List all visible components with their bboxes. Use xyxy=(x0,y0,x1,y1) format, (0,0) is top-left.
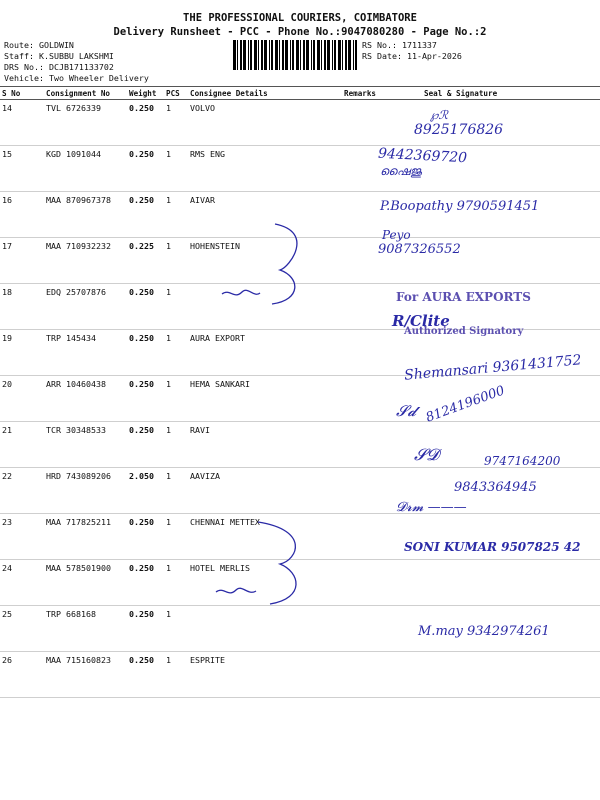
barcode-bar xyxy=(321,40,322,70)
cell-remarks xyxy=(342,376,398,422)
signature-row-14: ℘ℛ xyxy=(430,108,448,122)
page-title: THE PROFESSIONAL COURIERS, COIMBATORE xyxy=(183,12,417,24)
barcode-bar xyxy=(282,40,284,70)
cell-remarks xyxy=(342,422,398,468)
cell-weight: 0.250 xyxy=(127,100,164,146)
cell-pcs: 1 xyxy=(164,468,188,514)
cell-sno: 16 xyxy=(0,192,44,238)
cell-consignment: TRP 668168 xyxy=(44,606,127,652)
cell-consignment: MAA 710932232 xyxy=(44,238,127,284)
cell-weight: 0.250 xyxy=(127,560,164,606)
cell-sno: 15 xyxy=(0,146,44,192)
cell-pcs: 1 xyxy=(164,100,188,146)
barcode-bar xyxy=(258,40,259,70)
signature-row-19: R/Clite xyxy=(392,312,450,330)
cell-pcs: 1 xyxy=(164,238,188,284)
barcode-bar xyxy=(285,40,288,70)
cell-weight: 0.250 xyxy=(127,514,164,560)
barcode-bar xyxy=(306,40,309,70)
signature-row-21: 𝓢𝓭 xyxy=(396,402,417,420)
cell-consignment: MAA 717825211 xyxy=(44,514,127,560)
cell-pcs: 1 xyxy=(164,192,188,238)
vehicle-label: Vehicle: Two Wheeler Delivery xyxy=(4,73,149,83)
table-row xyxy=(0,146,600,192)
table-row xyxy=(0,376,600,422)
barcode-bar xyxy=(240,40,242,70)
cell-consignment: TCR 30348533 xyxy=(44,422,127,468)
cell-remarks xyxy=(342,560,398,606)
cell-weight: 0.250 xyxy=(127,652,164,698)
handwritten-phone-row-17: 9087326552 xyxy=(378,242,461,257)
cell-consignee: RAVI xyxy=(188,422,342,468)
cell-remarks xyxy=(342,606,398,652)
barcode-bar xyxy=(261,40,263,70)
cell-pcs: 1 xyxy=(164,606,188,652)
column-header: Consignee Details xyxy=(188,87,342,100)
cell-remarks xyxy=(342,100,398,146)
column-header: Seal & Signature xyxy=(398,87,600,100)
cell-pcs: 1 xyxy=(164,376,188,422)
cell-consignment: HRD 743089206 xyxy=(44,468,127,514)
barcode-bar xyxy=(313,40,315,70)
cell-weight: 0.225 xyxy=(127,238,164,284)
cell-consignee: HEMA SANKARI xyxy=(188,376,342,422)
cell-remarks xyxy=(342,284,398,330)
scribble-mark-24-25 xyxy=(210,518,310,610)
cell-weight: 0.250 xyxy=(127,284,164,330)
cell-sno: 21 xyxy=(0,422,44,468)
cell-sno: 20 xyxy=(0,376,44,422)
barcode-bar xyxy=(355,40,357,70)
barcode-bar xyxy=(334,40,336,70)
cell-sno: 22 xyxy=(0,468,44,514)
staff-label: Staff: K.SUBBU LAKSHMI xyxy=(4,51,114,61)
barcode-bar xyxy=(324,40,326,70)
cell-remarks xyxy=(342,514,398,560)
barcode-bar xyxy=(338,40,341,70)
cell-consignment: KGD 1091044 xyxy=(44,146,127,192)
handwritten-name-row-17: Peyo xyxy=(382,228,411,242)
handwritten-signature-row-20: Shemansari 9361431752 xyxy=(403,352,583,384)
cell-consignment: TRP 145434 xyxy=(44,330,127,376)
barcode-bar xyxy=(353,40,354,70)
cell-pcs: 1 xyxy=(164,514,188,560)
cell-consignee: ESPRITE xyxy=(188,652,342,698)
barcode-bar xyxy=(296,40,299,70)
cell-consignee: HOTEL MERLIS xyxy=(188,560,342,606)
cell-consignment: TVL 6726339 xyxy=(44,100,127,146)
cell-seal-signature xyxy=(398,560,600,606)
barcode-bar xyxy=(311,40,312,70)
cell-consignee: VOLVO xyxy=(188,100,342,146)
cell-consignment: ARR 10460438 xyxy=(44,376,127,422)
cell-weight: 0.250 xyxy=(127,422,164,468)
handwritten-name-row-15: ഷൈജു xyxy=(380,164,422,178)
column-header: S No xyxy=(0,87,44,100)
cell-pcs: 1 xyxy=(164,560,188,606)
cell-weight: 0.250 xyxy=(127,606,164,652)
cell-sno: 18 xyxy=(0,284,44,330)
column-header: PCS xyxy=(164,87,188,100)
barcode-bar xyxy=(292,40,294,70)
column-header: Remarks xyxy=(342,87,398,100)
cell-sno: 26 xyxy=(0,652,44,698)
signature-row-22: 𝓢𝓓 xyxy=(414,445,439,464)
signature-row-23: 𝓓𝓻𝓶 ——— xyxy=(396,500,467,515)
barcode-bar xyxy=(303,40,305,70)
drs-number: DRS No.: DCJB171133702 xyxy=(4,62,114,72)
handwritten-signature-row-16: P.Boopathy 9790591451 xyxy=(380,199,540,214)
cell-sno: 14 xyxy=(0,100,44,146)
barcode-bar xyxy=(254,40,257,70)
barcode-bar xyxy=(275,40,278,70)
barcode-bar xyxy=(237,40,238,70)
cell-pcs: 1 xyxy=(164,146,188,192)
barcode-bar xyxy=(269,40,270,70)
cell-sno: 19 xyxy=(0,330,44,376)
cell-consignee: RMS ENG xyxy=(188,146,342,192)
barcode-bar xyxy=(279,40,280,70)
cell-remarks xyxy=(342,468,398,514)
cell-sno: 25 xyxy=(0,606,44,652)
cell-consignee: AAVIZA xyxy=(188,468,342,514)
cell-consignment: EDQ 25707876 xyxy=(44,284,127,330)
barcode-bar xyxy=(243,40,246,70)
cell-weight: 2.050 xyxy=(127,468,164,514)
cell-pcs: 1 xyxy=(164,284,188,330)
cell-consignee xyxy=(188,606,342,652)
cell-weight: 0.250 xyxy=(127,146,164,192)
cell-remarks xyxy=(342,330,398,376)
cell-remarks xyxy=(342,652,398,698)
barcode-bar xyxy=(233,40,236,70)
rs-number: RS No.: 1711337 xyxy=(362,40,437,50)
cell-consignee: AURA EXPORT xyxy=(188,330,342,376)
column-header: Weight xyxy=(127,87,164,100)
scribble-mark-17-18 xyxy=(220,222,310,312)
barcode-bar xyxy=(264,40,267,70)
column-header: Consignment No xyxy=(44,87,127,100)
cell-pcs: 1 xyxy=(164,330,188,376)
handwritten-phone-row-15: 9442369720 xyxy=(377,145,468,167)
barcode-bar xyxy=(345,40,347,70)
handwritten-phone-row-14: 8925176826 xyxy=(414,122,504,138)
barcode-bar xyxy=(332,40,333,70)
barcode-bar xyxy=(248,40,249,70)
cell-consignee: HOHENSTEIN xyxy=(188,238,342,284)
cell-pcs: 1 xyxy=(164,422,188,468)
table-row xyxy=(0,100,600,146)
page-subtitle: Delivery Runsheet - PCC - Phone No.:9047080280 - Page No.:2 xyxy=(113,26,487,38)
rs-date: RS Date: 11-Apr-2026 xyxy=(362,51,462,61)
barcode-bar xyxy=(271,40,273,70)
barcode-bar xyxy=(327,40,330,70)
route-label: Route: GOLDWIN xyxy=(4,40,74,50)
barcode-bar xyxy=(250,40,252,70)
handwritten-phone-row-22: 9747164200 xyxy=(484,454,561,468)
company-stamp-line2: Authorized Signatory xyxy=(404,326,524,337)
cell-consignment: MAA 870967378 xyxy=(44,192,127,238)
cell-weight: 0.250 xyxy=(127,330,164,376)
cell-consignee: CHENNAI METTEX xyxy=(188,514,342,560)
cell-sno: 24 xyxy=(0,560,44,606)
handwritten-phone-row-23: 9843364945 xyxy=(454,480,537,495)
cell-seal-signature xyxy=(398,652,600,698)
handwritten-phone-row-21: 8124196000 xyxy=(423,383,507,426)
cell-consignment: MAA 578501900 xyxy=(44,560,127,606)
cell-weight: 0.250 xyxy=(127,376,164,422)
cell-consignee: AIVAR xyxy=(188,192,342,238)
barcode-bar xyxy=(290,40,291,70)
cell-sno: 23 xyxy=(0,514,44,560)
barcode-bar xyxy=(348,40,351,70)
handwritten-signature-row-26: M.may 9342974261 xyxy=(418,624,550,639)
table-header-row xyxy=(0,87,600,100)
handwritten-signature-row-24: SONI KUMAR 9507825 42 xyxy=(404,540,581,554)
cell-weight: 0.250 xyxy=(127,192,164,238)
barcode-bar xyxy=(317,40,320,70)
cell-pcs: 1 xyxy=(164,652,188,698)
table-row xyxy=(0,652,600,698)
barcode-bar xyxy=(300,40,301,70)
barcode-bar xyxy=(342,40,343,70)
cell-sno: 17 xyxy=(0,238,44,284)
company-stamp-line1: For AURA EXPORTS xyxy=(396,290,531,304)
cell-consignment: MAA 715160823 xyxy=(44,652,127,698)
barcode xyxy=(233,40,359,70)
